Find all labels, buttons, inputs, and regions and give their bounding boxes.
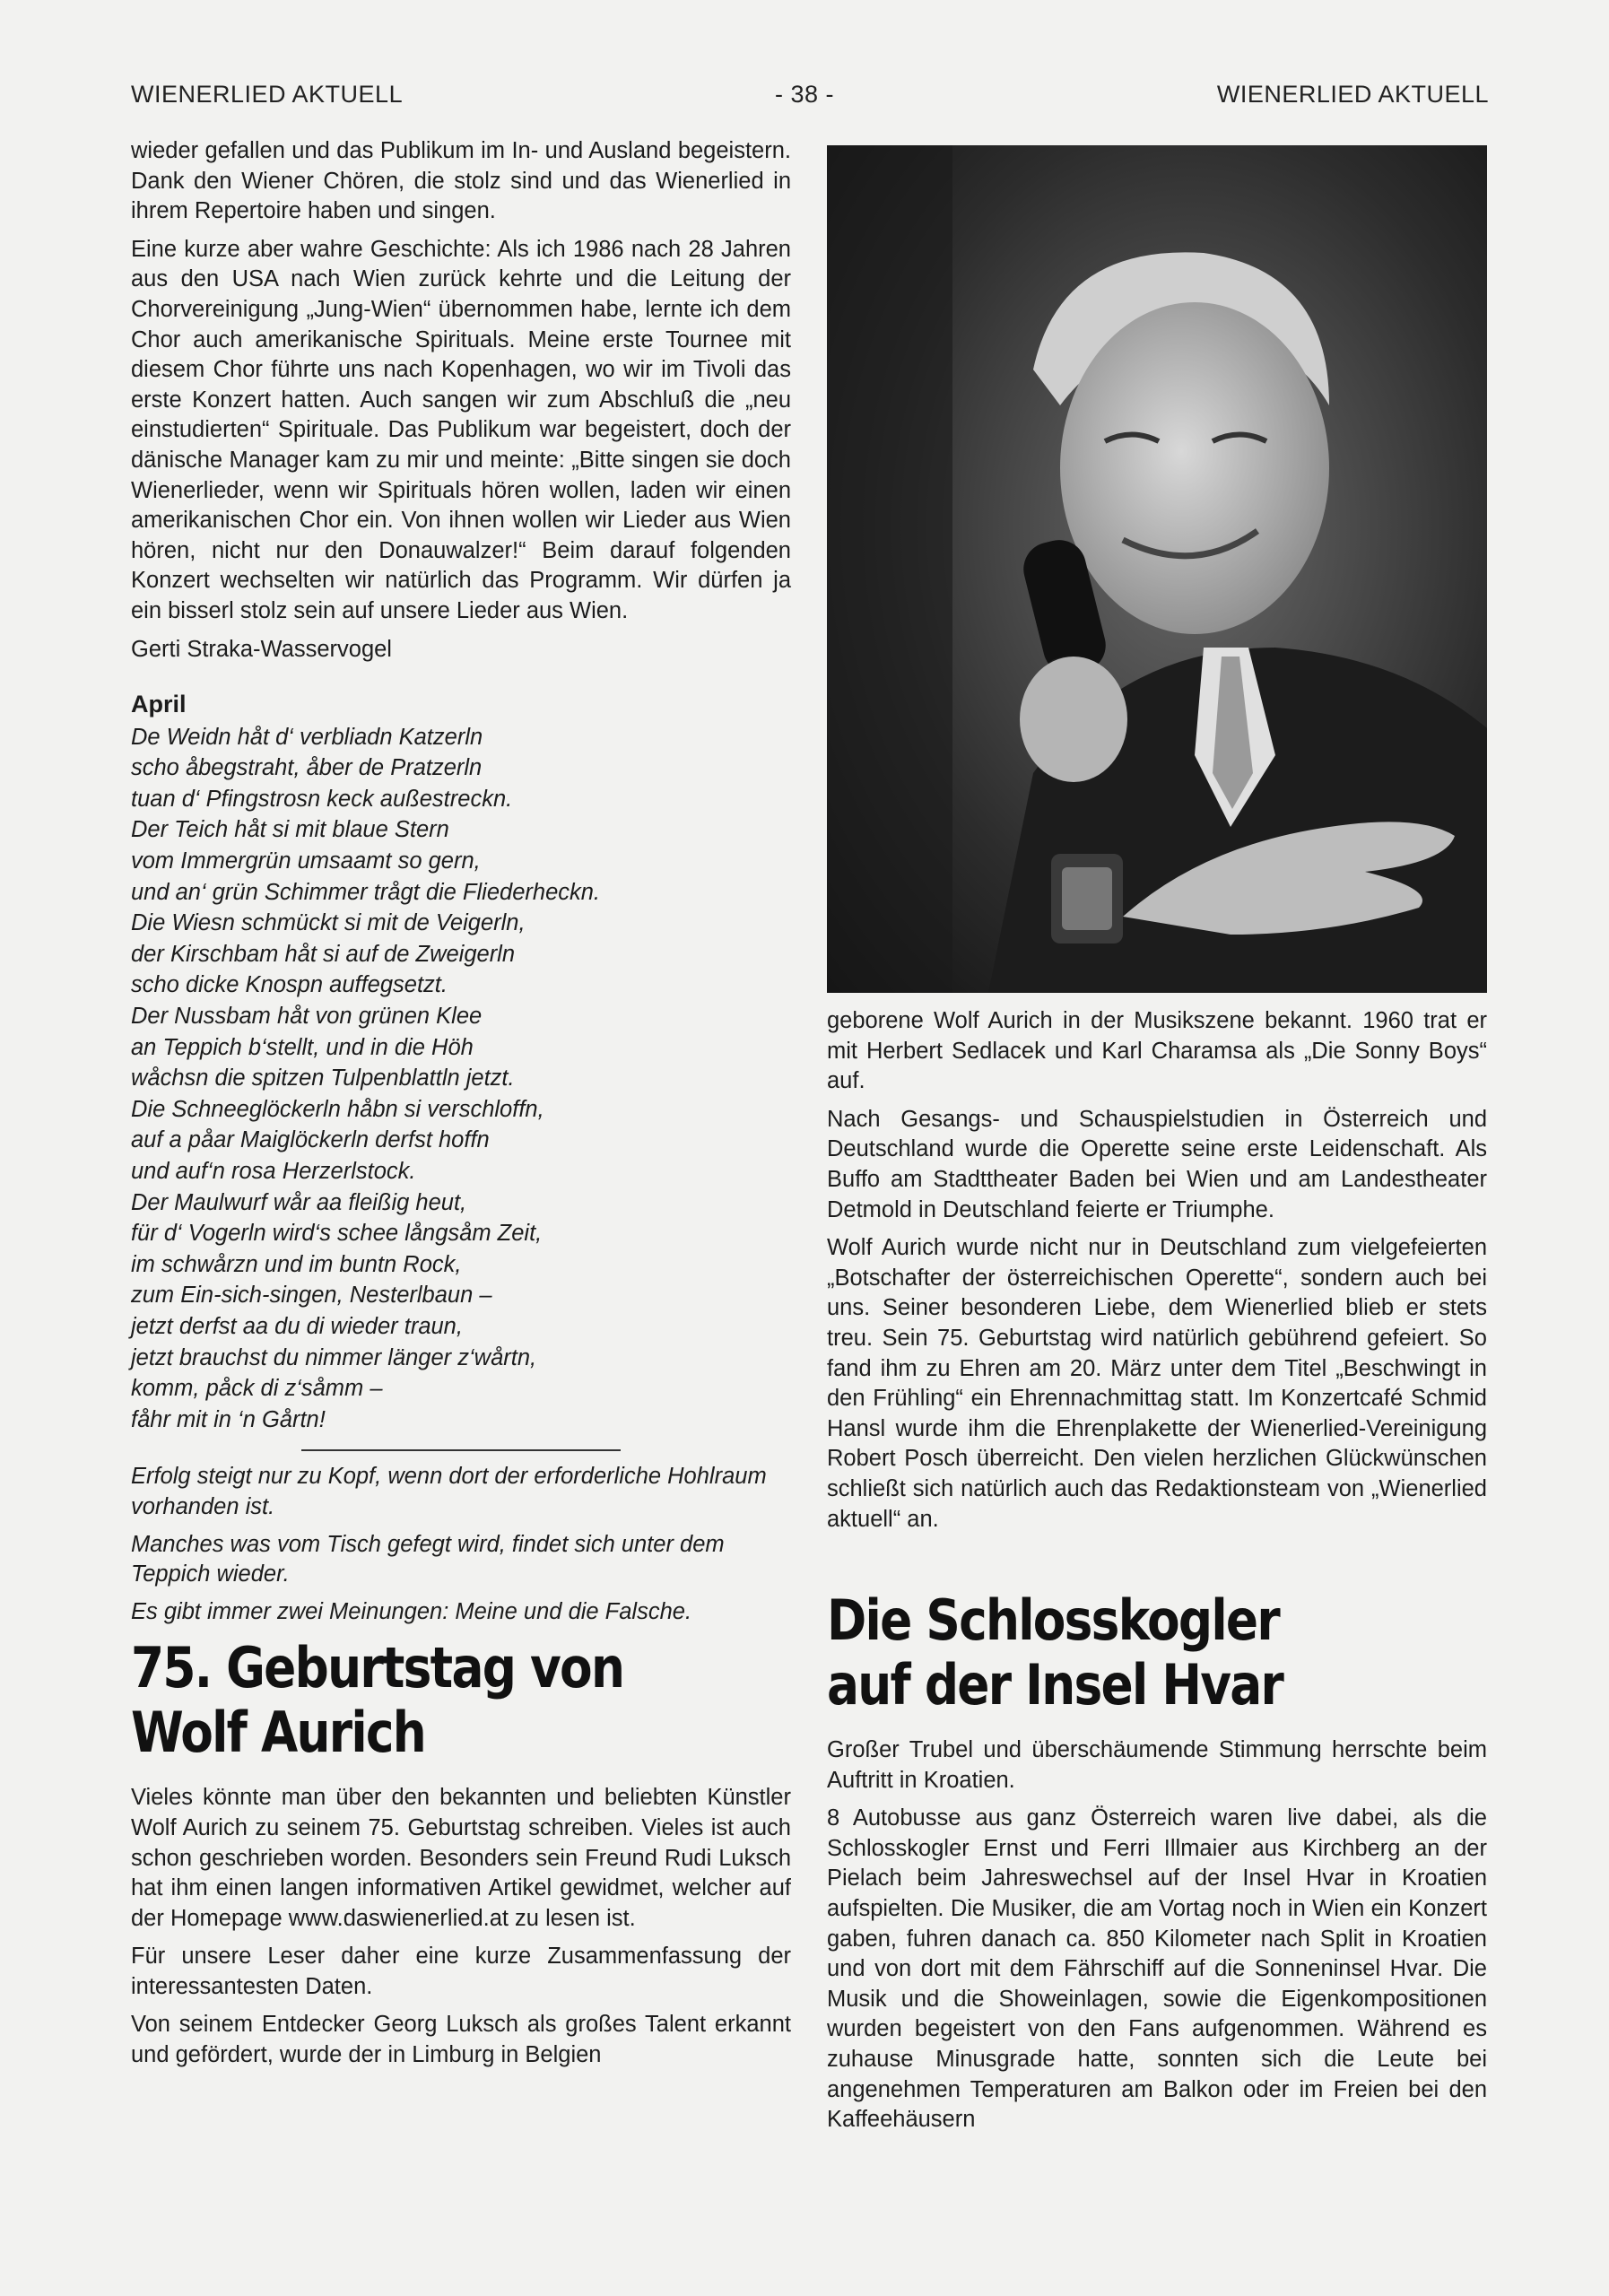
left-column [131,136,791,2079]
poem [131,722,791,1436]
poem-line: scho åbegstraht, åber de Pratzerln [131,755,483,781]
quote: Manches was vom Tisch gefegt wird, findet sich unter dem Teppich wieder. [131,1531,725,1587]
aurich-paragraph-5: Nach Gesangs- und Schauspielstudien in Österreich und Deutschland wurde die Operette seine erste Leidenschaft. Als Buffo am Stadttheater Baden bei Wien und am Landestheater Detmold in Deutschland feierte er Triumphe. [827,1106,1487,1222]
hvar-headline [827,1588,1395,1718]
aurich-paragraph-3: Von seinem Entdecker Georg Luksch als großes Talent erkannt und gefördert, wurde der in Limburg in Belgien [131,2012,791,2068]
hvar-headline-line-2: auf der Insel Hvar [827,1652,1283,1718]
poem-line: vom Immergrün umsaamt so gern, [131,848,481,874]
quote: Erfolg steigt nur zu Kopf, wenn dort der erforderliche Hohlraum vorhanden ist. [131,1464,767,1519]
hvar-paragraph-2: 8 Autobusse aus ganz Österreich waren live dabei, als die Schlosskogler Ernst und Ferri Illmaier aus Kirchberg an der Pielach beim Jahreswechsel auf der Insel Hvar in Kroatien aufspielten. Die Musiker, die am Vortag noch in Wien ein Konzert gaben, fuhren danach ca. 850 Kilometer nach Split in Kroatien und von dort mit dem Fährschiff auf die Sonneninsel Hvar. Die Musik und die Showeinlagen, sowie die Eigenkompositionen wurden begeistert von den Fans aufgenommen. Während es zuhause Minusgrade hatte, sonnten sich die Leute bei angenehmen Temperaturen am Balkon oder im Freien bei den Kaffeehäusern [827,1805,1487,2133]
poem-line: auf a påar Maiglöckerln derfst hoffn [131,1127,490,1153]
aurich-paragraph-2: Für unsere Leser daher eine kurze Zusammenfassung der interessantesten Daten. [131,1944,791,1999]
aurich-headline [131,1636,699,1765]
poem-line: Die Schneeglöckerln håbn si verschloffn, [131,1096,544,1122]
portrait-illustration [827,145,1487,993]
header-left: WIENERLIED AKTUELL [131,81,404,108]
wolf-aurich-photo [827,145,1487,993]
poem-line: wåchsn die spitzen Tulpenblattln jetzt. [131,1065,515,1091]
poem-line: Der Nussbam håt von grünen Klee [131,1004,483,1030]
hvar-paragraph-1: Großer Trubel und überschäumende Stimmung herrschte beim Auftritt in Kroatien. [827,1737,1487,1793]
aurich-headline-line-2: Wolf Aurich [131,1700,426,1766]
page-number: - 38 - [774,81,835,108]
author-signature: Gerti Straka-Wasservogel [131,636,392,662]
hvar-headline-line-1: Die Schlosskogler [827,1587,1279,1654]
poem-line: und auf‘n rosa Herzerlstock. [131,1159,416,1184]
intro-paragraph-2: Eine kurze aber wahre Geschichte: Als ich 1986 nach 28 Jahren aus den USA nach Wien zurück kehrte und die Leitung der Chorvereinigung „Jung-Wien“ übernommen habe, lernte ich dem Chor auch amerikanische Spirituals. Meine erste Tournee mit diesem Chor führte uns nach Kopenhagen, wo wir im Tivoli das erste Konzert hatten. Auch sangen wir zum Abschluß die „neu einstudierten“ Spirituale. Das Publikum war begeistert, doch der dänische Manager kam zu mir und meinte: „Bitte singen sie doch Wienerlieder, wenn wir Spirituals hören wollen, laden wir einen amerikanischen Chor ein. Von ihnen wollen wir Lieder aus Wien hören, nicht nur den Donauwalzer!“ Beim darauf folgenden Konzert wechselten wir natürlich das Programm. Wir dürfen ja ein bisserl stolz sein auf unsere Lieder aus Wien. [131,236,791,623]
poem-line: De Weidn håt d‘ verbliadn Katzerln [131,724,483,750]
poem-line: Der Maulwurf wår aa fleißig heut, [131,1189,467,1215]
poem-line: zum Ein-sich-singen, Nesterlbaun – [131,1283,492,1309]
aurich-paragraph-6: Wolf Aurich wurde nicht nur in Deutschland zum vielgefeierten „Botschafter der österreichischen Operette“, sondern auch bei uns. Seiner besonderen Liebe, dem Wienerlied blieb er stets treu. Sein 75. Geburtstag wird natürlich gebührend gefeiert. So fand ihm zu Ehren am 20. März unter dem Titel „Beschwingt in den Frühling“ ein Ehrennachmittag statt. Im Konzertcafé Schmid Hansl wurde ihm die Ehrenplakette der Wienerlied-Vereinigung Robert Posch überreicht. Den vielen herzlichen Glückwünschen schließt sich natürlich auch das Redaktionsteam von „Wienerlied aktuell“ an. [827,1235,1487,1532]
poem-line: der Kirschbam håt si auf de Zweigerln [131,941,516,967]
poem-line: an Teppich b‘stellt, und in die Höh [131,1034,474,1060]
divider-rule [301,1449,621,1451]
header-right: WIENERLIED AKTUELL [1216,81,1489,108]
poem-title: April [131,691,187,718]
intro-paragraph-1: wieder gefallen und das Publikum im In- und Ausland begeistern. Dank den Wiener Chören, die stolz sind und das Wienerlied in ihrem Repertoire haben und singen. [131,138,791,224]
aurich-paragraph-1: Vieles könnte man über den bekannten und beliebten Künstler Wolf Aurich zu seinem 75. Geburtstag schreiben. Vieles ist auch schon geschrieben worden. Besonders sein Freund Rudi Luksch hat ihm einen langen informativen Artikel gewidmet, welcher auf der Homepage www.daswienerlied.at zu lesen ist. [131,1785,791,1931]
poem-line: Die Wiesn schmückt si mit de Veigerln, [131,910,526,936]
poem-line: jetzt brauchst du nimmer länger z‘wårtn, [131,1344,537,1370]
aurich-paragraph-4: geborene Wolf Aurich in der Musikszene bekannt. 1960 trat er mit Herbert Sedlacek und Karl Charamsa als „Die Sonny Boys“ auf. [827,1008,1487,1094]
poem-line: im schwårzn und im buntn Rock, [131,1251,462,1277]
right-column [827,1006,1487,2144]
quote: Es gibt immer zwei Meinungen: Meine und die Falsche. [131,1598,692,1624]
poem-line: fåhr mit in ‘n Gårtn! [131,1406,326,1432]
poem-line: jetzt derfst aa du di wieder traun, [131,1313,463,1339]
poem-line: für d‘ Vogerln wird‘s schee långsåm Zeit, [131,1221,543,1247]
poem-line: und an‘ grün Schimmer trågt die Fliederheckn. [131,879,601,905]
poem-line: scho dicke Knospn auffegsetzt. [131,972,448,998]
poem-line: Der Teich håt si mit blaue Stern [131,817,449,843]
poem-line: tuan d‘ Pfingstrosn keck außestreckn. [131,786,513,812]
aurich-headline-line-1: 75. Geburtstag von [131,1635,624,1701]
poem-line: komm, påck di z‘såmm – [131,1376,383,1402]
